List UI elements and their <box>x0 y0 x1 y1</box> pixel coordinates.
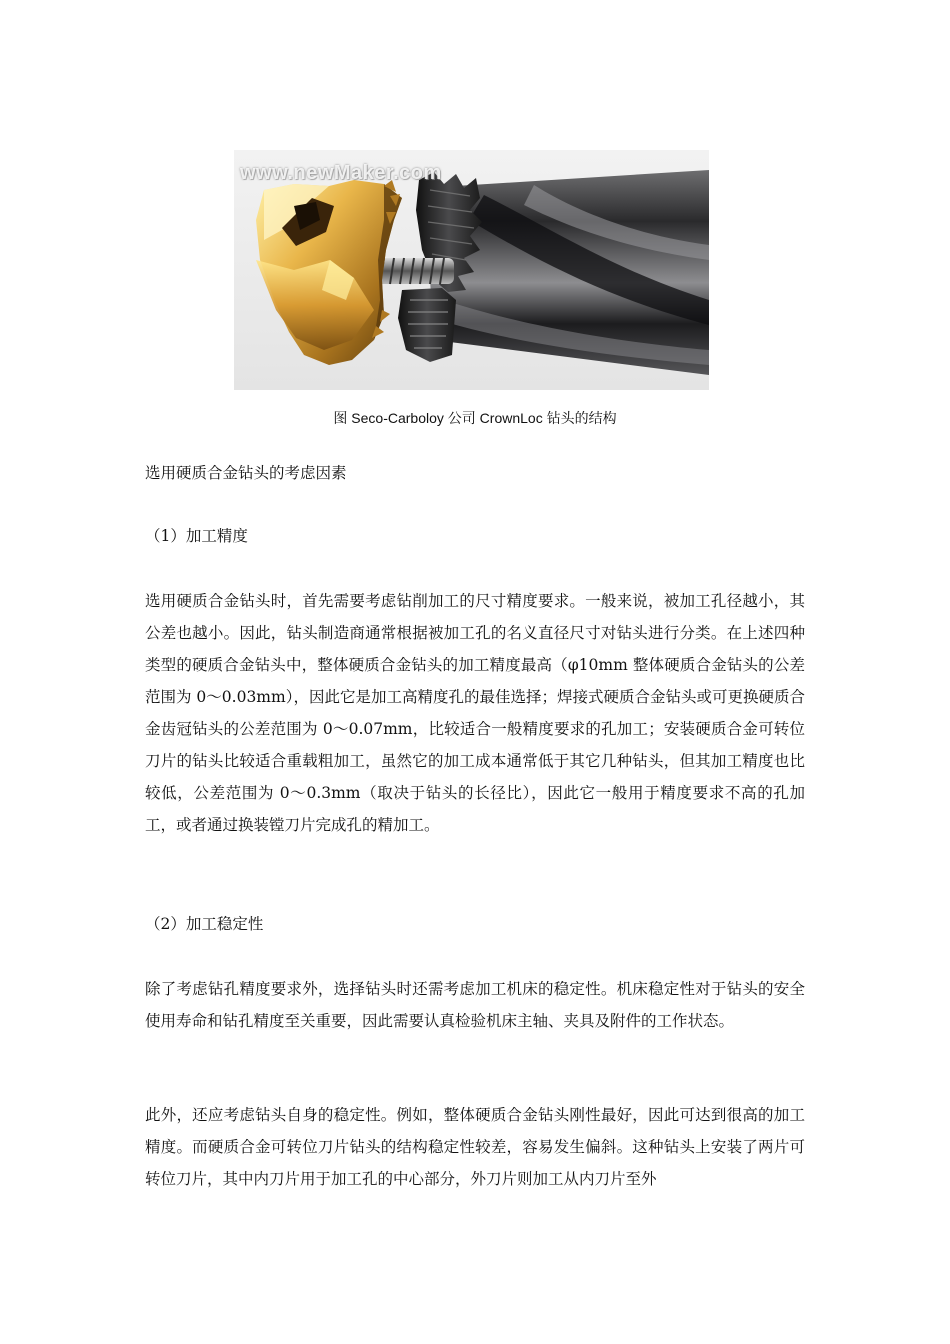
figure-caption: 图 Seco-Carboloy 公司 CrownLoc 钻头的结构 <box>333 410 617 426</box>
paragraph-precision: 选用硬质合金钻头时，首先需要考虑钻削加工的尺寸精度要求。一般来说，被加工孔径越小，其公差也越小。因此，钻头制造商通常根据被加工孔的名义直径尺寸对钻头进行分类。在上述四种类型的硬质合金钻头中，整体硬质合金钻头的加工精度最高（φ10mm 整体硬质合金钻头的公差范围为 0～0.03mm），因此它是加工高精度孔的最佳选择；焊接式硬质合金钻头或可更换硬质合金齿冠钻头的公差范围为 0～0.07mm，比较适合一般精度要求的孔加工；安装硬质合金可转位刀片的钻头比较适合重载粗加工，虽然它的加工成本通常低于其它几种钻头，但其加工精度也比较低，公差范围为 0～0.3mm（取决于钻头的长径比），因此它一般用于精度要求不高的孔加工，或者通过换装镗刀片完成孔的精加工。 <box>145 592 805 834</box>
paragraph-drill-stability: 此外，还应考虑钻头自身的稳定性。例如，整体硬质合金钻头刚性最好，因此可达到很高的加工精度。而硬质合金可转位刀片钻头的结构稳定性较差，容易发生偏斜。这种钻头上安装了两片可转位刀片，其中内刀片用于加工孔的中心部分，外刀片则加工从内刀片至外 <box>145 1106 805 1188</box>
drill-photo <box>234 150 709 390</box>
section-title: 选用硬质合金钻头的考虑因素 <box>145 464 347 482</box>
heading-stability: （2）加工稳定性 <box>145 915 264 933</box>
watermark-text: www.newMaker.com <box>240 162 442 184</box>
paragraph-machine-stability: 除了考虑钻孔精度要求外，选择钻头时还需考虑加工机床的稳定性。机床稳定性对于钻头的安全使用寿命和钻孔精度至关重要，因此需要认真检验机床主轴、夹具及附件的工作状态。 <box>145 980 805 1030</box>
heading-precision: （1）加工精度 <box>145 527 248 545</box>
drill-illustration <box>234 150 709 390</box>
